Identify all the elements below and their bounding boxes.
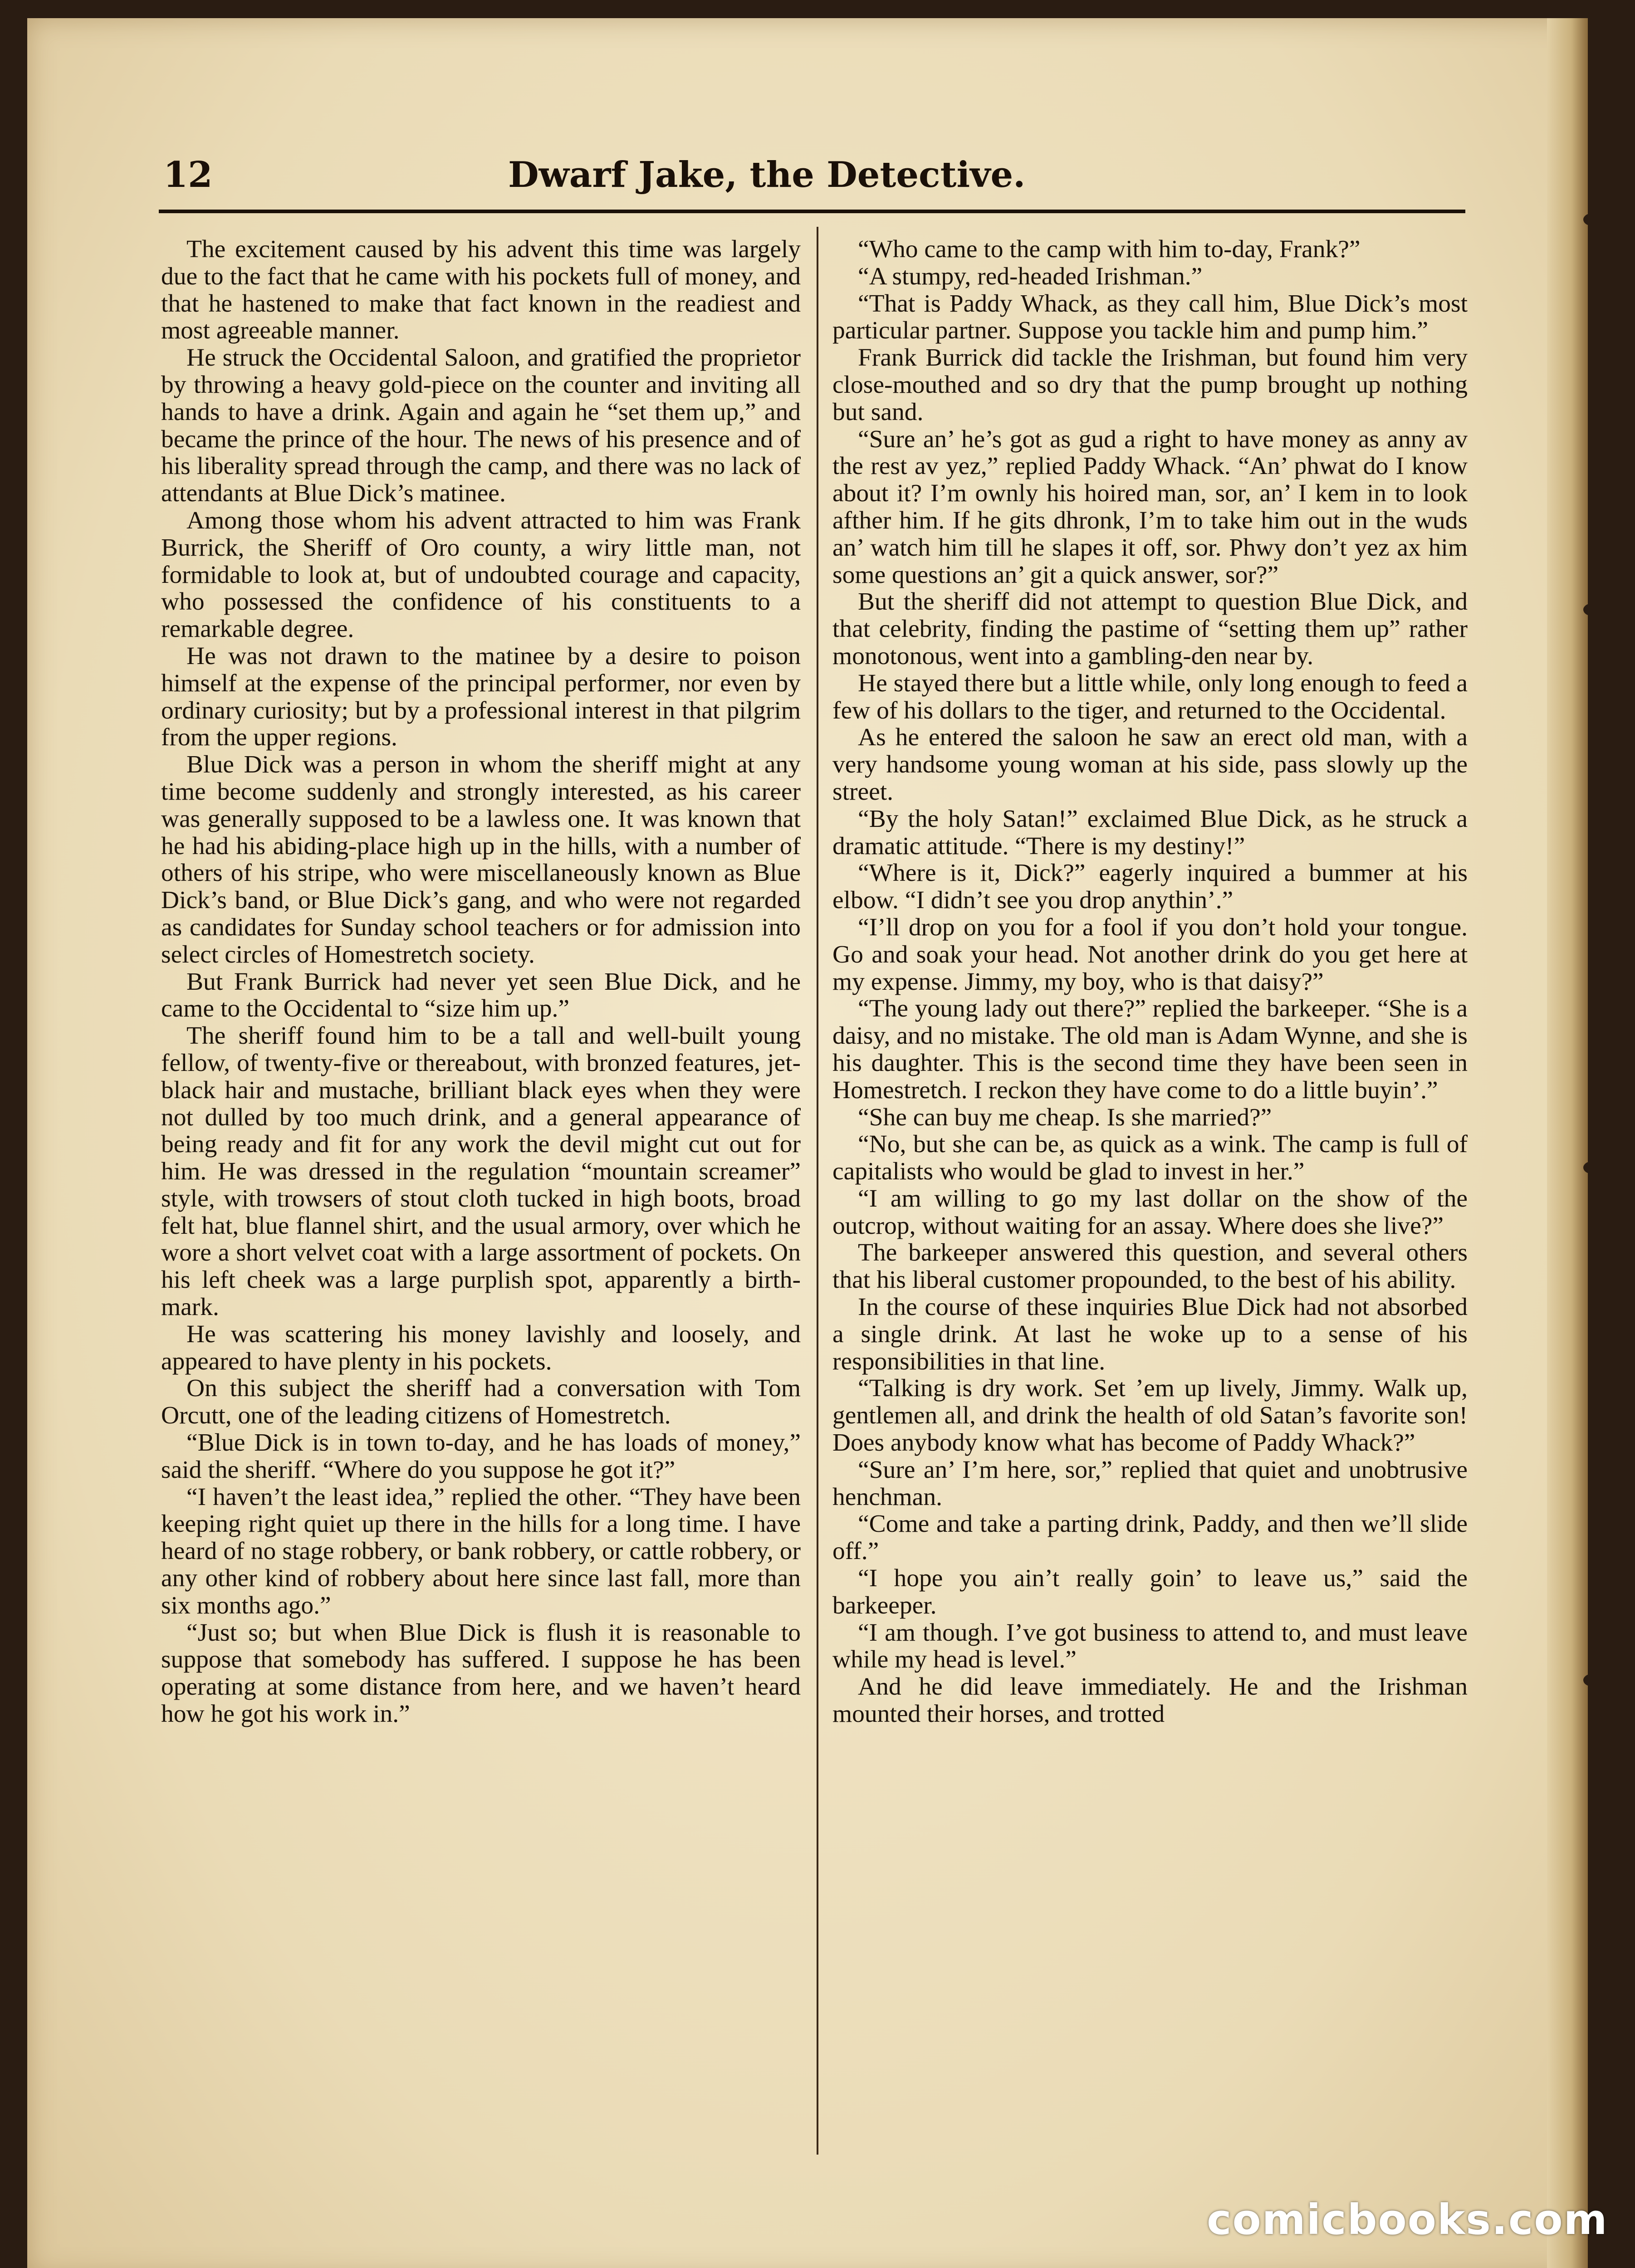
paragraph: “Sure an’ I’m here, sor,” replied that quiet and unobtrusive henchman.	[832, 1456, 1468, 1511]
binding-hole	[1583, 603, 1601, 616]
paragraph: “I am willing to go my last dollar on the show of the outcrop, without waiting for an assay. Where does she live?”	[832, 1184, 1468, 1240]
paragraph: “Where is it, Dick?” eagerly inquired a bummer at his elbow. “I didn’t see you drop anythin’.”	[832, 859, 1468, 914]
paragraph: On this subject the sheriff had a conversation with Tom Orcutt, one of the leading citizens of Homestretch.	[161, 1374, 801, 1430]
paragraph: But the sheriff did not attempt to question Blue Dick, and that celebrity, finding the pastime of “setting them up” rather monotonous, went into a gambling-den near by.	[832, 588, 1468, 670]
left-column	[161, 236, 801, 1728]
paragraph: “That is Paddy Whack, as they call him, Blue Dick’s most particular partner. Suppose you tackle him and pump him.”	[832, 289, 1468, 345]
paragraph: But Frank Burrick had never yet seen Blue Dick, and he came to the Occidental to “size him up.”	[161, 968, 801, 1023]
paragraph: He was not drawn to the matinee by a desire to poison himself at the expense of the principal performer, nor even by ordinary curiosity; but by a professional interest in that pilgrim from the upper regions.	[161, 642, 801, 752]
paragraph: “I am though. I’ve got business to attend to, and must leave while my head is level.”	[832, 1618, 1468, 1674]
watermark: comicbooks.com	[1207, 2195, 1608, 2244]
binding-hole	[1583, 213, 1601, 226]
binding-hole	[1583, 1161, 1601, 1174]
page-number: 12	[163, 154, 213, 196]
right-column	[832, 236, 1468, 1728]
paragraph: “Blue Dick is in town to-day, and he has loads of money,” said the sheriff. “Where do you suppose he got it?”	[161, 1429, 801, 1484]
paragraph: “Talking is dry work. Set ’em up lively, Jimmy. Walk up, gentlemen all, and drink the health of old Satan’s favorite son! Does anybody know what has become of Paddy Whack?”	[832, 1374, 1468, 1457]
paragraph: The excitement caused by his advent this time was largely due to the fact that he came with his pockets full of money, and that he hastened to make that fact known in the readiest and most agreeable manner.	[161, 235, 801, 345]
paragraph: “She can buy me cheap. Is she married?”	[858, 1103, 1272, 1131]
paragraph: “No, but she can be, as quick as a wink. The camp is full of capitalists who would be glad to invest in her.”	[832, 1130, 1468, 1186]
column-divider	[817, 227, 818, 2155]
paragraph: Frank Burrick did tackle the Irishman, but found him very close-mouthed and so dry that the pump brought up nothing but sand.	[832, 344, 1468, 426]
paragraph: And he did leave immediately. He and the Irishman mounted their horses, and trotted	[832, 1673, 1468, 1728]
binding-hole	[1583, 1674, 1601, 1686]
paragraph: The barkeeper answered this question, and several others that his liberal customer propounded, to the best of his ability.	[832, 1239, 1468, 1294]
header-rule	[159, 210, 1465, 213]
paragraph: “I hope you ain’t really goin’ to leave us,” said the barkeeper.	[832, 1564, 1468, 1619]
page-spine-edge	[1547, 18, 1588, 2268]
paragraph: He struck the Occidental Saloon, and gratified the proprietor by throwing a heavy gold-piece on the counter and inviting all hands to have a drink. Again and again he “set them up,” and became the prince of the hour. The news of his presence and of his liberality spread through the camp, and there was no lack of attendants at Blue Dick’s matinee.	[161, 344, 801, 508]
paragraph: “I haven’t the least idea,” replied the other. “They have been keeping right quiet up there in the hills for a long time. I have heard of no stage robbery, or bank robbery, or cattle robbery, or any other kind of robbery about here since last fall, more than six months ago.”	[161, 1483, 801, 1619]
paragraph: He was scattering his money lavishly and loosely, and appeared to have plenty in his pockets.	[161, 1320, 801, 1375]
paragraph: “The young lady out there?” replied the barkeeper. “She is a daisy, and no mistake. The old man is Adam Wynne, and she is his daughter. This is the second time they have been seen in Homestretch. I reckon they have come to do a little buyin’.”	[832, 995, 1468, 1104]
paragraph: “Just so; but when Blue Dick is flush it is reasonable to suppose that somebody has suffered. I suppose he has been operating at some distance from here, and we haven’t heard how he got his work in.”	[161, 1618, 801, 1728]
paragraph: “A stumpy, red-headed Irishman.”	[858, 262, 1203, 290]
paragraph: He stayed there but a little while, only long enough to feed a few of his dollars to the tiger, and returned to the Occidental.	[832, 669, 1468, 724]
running-title: Dwarf Jake, the Detective.	[508, 154, 1026, 196]
paragraph: In the course of these inquiries Blue Dick had not absorbed a single drink. At last he woke up to a sense of his responsibilities in that line.	[832, 1293, 1468, 1375]
paragraph: “By the holy Satan!” exclaimed Blue Dick, as he struck a dramatic attitude. “There is my destiny!”	[832, 805, 1468, 860]
paragraph: Among those whom his advent attracted to him was Frank Burrick, the Sheriff of Oro county, a wiry little man, not formidable to look at, but of undoubted courage and capacity, who possessed the confidence of his constituents to a remarkable degree.	[161, 506, 801, 643]
paragraph: “Come and take a parting drink, Paddy, and then we’ll slide off.”	[832, 1510, 1468, 1565]
paragraph: As he entered the saloon he saw an erect old man, with a very handsome young woman at his side, pass slowly up the street.	[832, 723, 1468, 806]
page-header	[136, 150, 1470, 204]
paragraph: Blue Dick was a person in whom the sheriff might at any time become suddenly and strongly interested, as his career was generally supposed to be a lawless one. It was known that he had his abiding-place high up in the hills, with a number of others of his stripe, who were miscellaneously known as Blue Dick’s band, or Blue Dick’s gang, and who were not regarded as candidates for Sunday school teachers or for admission into select circles of Homestretch society.	[161, 751, 801, 968]
paragraph: “Sure an’ he’s got as gud a right to have money as anny av the rest av yez,” replied Paddy Whack. “An’ phwat do I know about it? I’m ownly his hoired man, sor, an’ I kem in to look afther him. If he gits dhronk, I’m to take him out in the wuds an’ watch him till he slapes it off, sor. Phwy don’t yez ax him some questions an’ git a quick answer, sor?”	[832, 425, 1468, 589]
paragraph: “I’ll drop on you for a fool if you don’t hold your tongue. Go and soak your head. Not another drink do you get here at my expense. Jimmy, my boy, who is that daisy?”	[832, 913, 1468, 996]
paragraph: “Who came to the camp with him to-day, Frank?”	[858, 235, 1361, 263]
paragraph: The sheriff found him to be a tall and well-built young fellow, of twenty-five or thereabout, with bronzed features, jet-black hair and mustache, brilliant black eyes when they were not dulled by too much drink, and a general appearance of being ready and fit for any work the devil might cut out for him. He was dressed in the regulation “mountain screamer” style, with trowsers of stout cloth tucked in high boots, broad felt hat, blue flannel shirt, and the usual armory, over which he wore a short velvet coat with a large assortment of pockets. On his left cheek was a large purplish spot, apparently a birth-mark.	[161, 1022, 801, 1321]
